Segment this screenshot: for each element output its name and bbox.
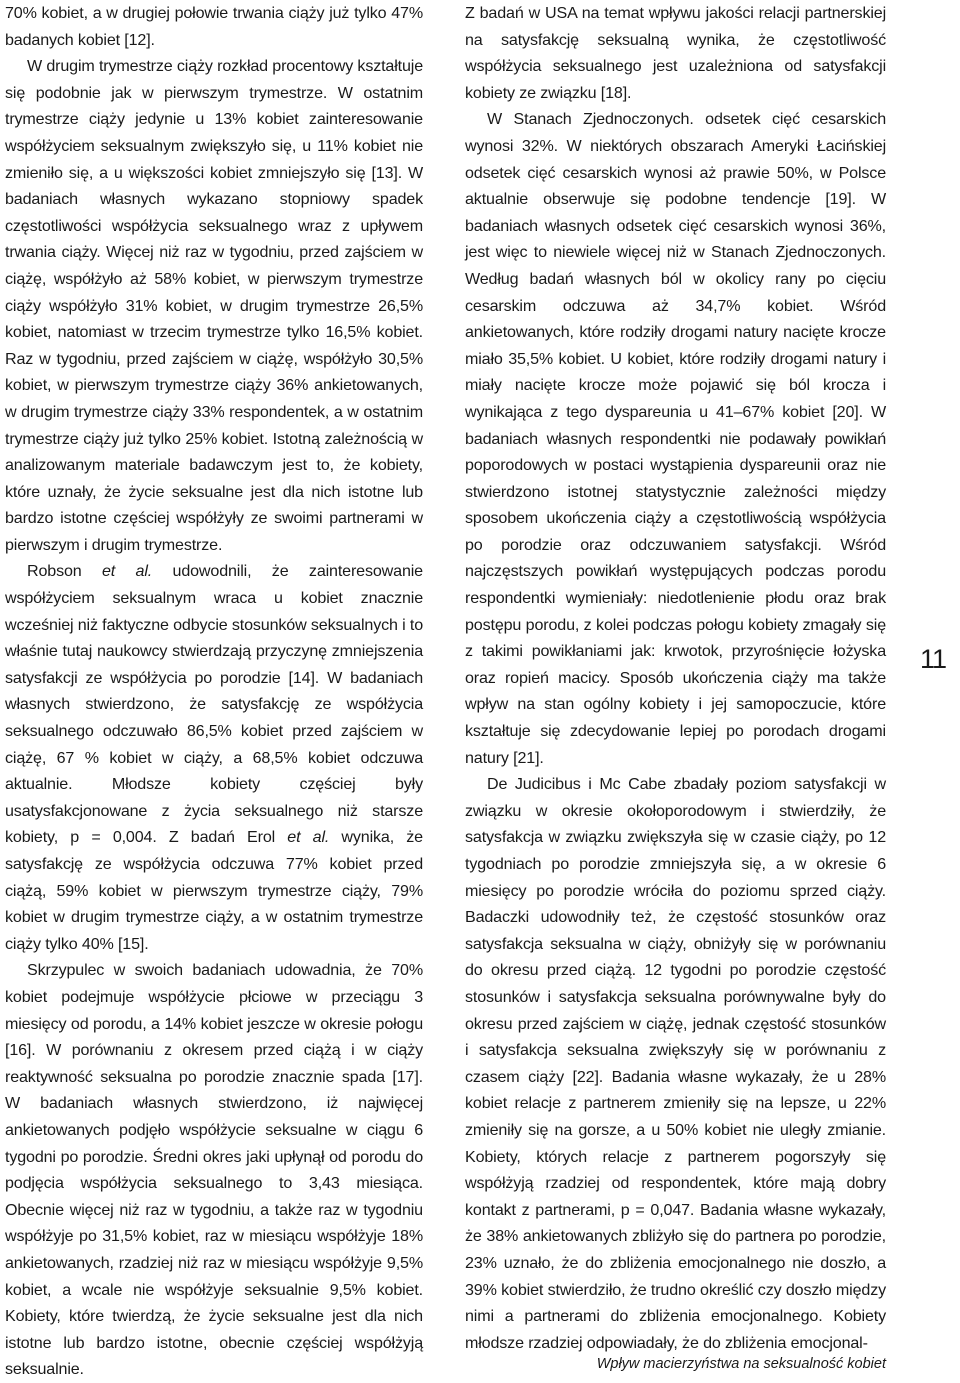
right-text-column	[465, 0, 886, 1356]
paragraph: Z badań w USA na temat wpływu jakości relacji partnerskiej na satysfakcję seksualną wynika, że częstotliwość współżycia seksualnego jest uzależniona od satysfakcji kobiety ze związku [18].	[465, 4, 886, 102]
paragraph-text: wynika, że satysfakcję ze współżycia odczuwa 77% kobiet przed ciążą, 59% kobiet w pierwszym trymestrze ciąży, 79% kobiet w drugim trymestrze ciąży, a w ostatnim trymestrze ciąży tylko 40% [15].	[5, 828, 423, 953]
paragraph: W drugim trymestrze ciąży rozkład procentowy kształtuje się podobnie jak w pierwszym trymestrze. W ostatnim trymestrze ciąży jedynie u 13% kobiet zainteresowanie współżyciem seksualnym zwiększyło się, u 11% kobiet nie zmieniło się, a u większości kobiet zmniejszyło się [13]. W badaniach własnych wykazano stopniowy spadek częstotliwości współżycia seksualnego wraz z upływem trwania ciąży. Więcej niż raz w tygodniu, przed zajściem w ciążę, współżyło aż 58% kobiet, w pierwszym trymestrze ciąży współżyło 31% kobiet, w drugim trymestrze 26,5% kobiet, natomiast w trzecim trymestrze tylko 16,5% kobiet. Raz w tygodniu, przed zajściem w ciążę, współżyło 30,5% kobiet, w pierwszym trymestrze ciąży 36% ankietowanych, w drugim trymestrze ciąży 33% respondentek, a w ostatnim trymestrze ciąży już tylko 25% kobiet. Istotną zależnością w analizowanym materiale badawczym jest to, że kobiety, które uznały, że życie seksualne jest dla nich istotne lub bardzo istotne częściej współżyły ze swoimi partnerami w pierwszym i drugim trymestrze.	[5, 57, 424, 554]
paragraph-text: udowodnili, że zainteresowanie współżyciem seksualnym wraca u kobiet znacznie wcześniej niż faktyczne odbycie stosunków seksualnych i to właśnie tutaj naukowcy stwierdzają przyczynę zmniejszenia satysfakcji ze współżycia po porodzie [14]. W badaniach własnych stwierdzono, że satysfakcję ze współżycia seksualnego odczuwało 86,5% kobiet przed zajściem w ciążę, 67 % kobiet w ciąży, a 68,5% kobiet odczuwa aktualnie. Młodsze kobiety częściej były usatysfakcjonowane z życia seksualnego niż starsze kobiety, p = 0,004. Z badań Erol	[5, 562, 423, 847]
et-al: et al.	[102, 562, 153, 581]
et-al: et al.	[287, 828, 330, 847]
paragraph: De Judicibus i Mc Cabe zbadały poziom satysfakcji w związku w okresie okołoporodowym i stwierdziły, że satysfakcja w związku zwiększyła się w czasie ciąży, po 12 tygodniach po porodzie zmniejszyła się, a w okresie 6 miesięcy po porodzie wróciła do poziomu sprzed ciąży. Badaczki udowodniły też, że częstość stosunków oraz satysfakcja seksualna w ciąży, obniżyły się w porównaniu do okresu przed ciążą. 12 tygodni po porodzie częstość stosunków i satysfakcja seksualna porównywalne były do okresu przed zajściem w ciążę, jednak częstość stosunków i satysfakcja seksualna zwiększyły się w porównaniu z czasem ciąży [22]. Badania własne wykazały, że u 28% kobiet relacje z partnerem zmieniły się na lepsze, u 22% zmieniły się na gorsze, a u 50% kobiet nie uległy zmianie. Kobiety, których relacje z partnerem pogorszyły się współżyją rzadziej od respondentek, które mają dobry kontakt z partnerami, p = 0,047. Badania własne wykazały, że 38% ankietowanych zbliżyło się do partnera po porodzie, 23% uznało, że do zbliżenia emocjonalnego nie doszło, a 39% kobiet stwierdziło, że trudno określić czy doszło między nimi a partnerami do zbliżenia emocjonalnego. Kobiety młodsze rzadziej odpowiadały, że do zbliżenia emocjonal-	[465, 775, 886, 1352]
paragraph: Skrzypulec w swoich badaniach udowadnia, że 70% kobiet podejmuje współżycie płciowe w przeciągu 3 miesięcy od porodu, a 14% kobiet jeszcze w okresie połogu [16]. W porównaniu z okresem przed ciążą i w ciąży reaktywność seksualna po porodzie znacznie spada [17]. W badaniach własnych stwierdzono, iż najwięcej ankietowanych podjęło współżycie seksualne w ciągu 6 tygodni po porodzie. Średni okres jaki upłynął od porodu do podjęcia współżycia seksualnego to 3,43 miesiąca. Obecnie więcej niż raz w tygodniu, a także raz w tygodniu współżyje po 31,5% kobiet, raz w miesiącu współżyje 18% ankietowanych, rzadziej niż raz w miesiącu współżyje 9,5% kobiet, a wcale nie współżyje seksualnie 9,5% kobiet. Kobiety, które twierdzą, że życie seksualne jest dla nich istotne lub bardzo istotne, obecnie częściej współżyją seksualnie.	[5, 961, 423, 1379]
running-footer: Wpływ macierzyństwa na seksualność kobiet	[596, 1356, 886, 1372]
paragraph-text: Robson	[27, 562, 102, 581]
paragraph-robson	[5, 558, 423, 957]
paragraph: W Stanach Zjednoczonych. odsetek cięć cesarskich wynosi 32%. W niektórych obszarach Ameryki Łacińskiej odsetek cięć cesarskich wynosi aż prawie 50%, w Polsce aktualnie obserwuje się podobne tendencje [19]. W badaniach własnych odsetek cięć cesarskich wynosi 36%, jest więc to niewiele więcej niż w Stanach Zjednoczonych. Według badań własnych ból w okolicy rany po cięciu cesarskim odczuwa aż 34,7% kobiet. Wśród ankietowanych, które rodziły drogami natury nacięte krocze miało 35,5% kobiet. U kobiet, które rodziły drogami natury i miały nacięte krocze może pojawić się ból krocza i wynikająca z tego dyspareunia u 41–67% kobiet [20]. W badaniach własnych respondentki nie podawały powikłań poporodowych w postaci wystąpienia dyspareunii oraz nie stwierdzono istotnej statystycznie zależności między sposobem ukończenia ciąży a częstotliwością współżycia po porodzie oraz odczuwaniem satysfakcji. Wśród najczęstszych powikłań występujących podczas porodu respondentki wymieniały: niedotlenienie płodu oraz brak postępu porodu, z kolei podczas połogu kobiety zmagały się z takimi powikłaniami jak: krwotok, przyrośnięcie łożyska oraz ropień macicy. Sposób ukończenia ciąży ma także wpływ na stan ogólny kobiety i jej samopoczucie, które kształtuje się zdecydowanie lepiej po porodach drogami natury [21].	[465, 110, 886, 767]
left-text-column	[5, 0, 423, 1383]
paragraph: 70% kobiet, a w drugiej połowie trwania ciąży już tylko 47% badanych kobiet [12].	[5, 4, 423, 49]
page-number: 11	[920, 644, 947, 674]
